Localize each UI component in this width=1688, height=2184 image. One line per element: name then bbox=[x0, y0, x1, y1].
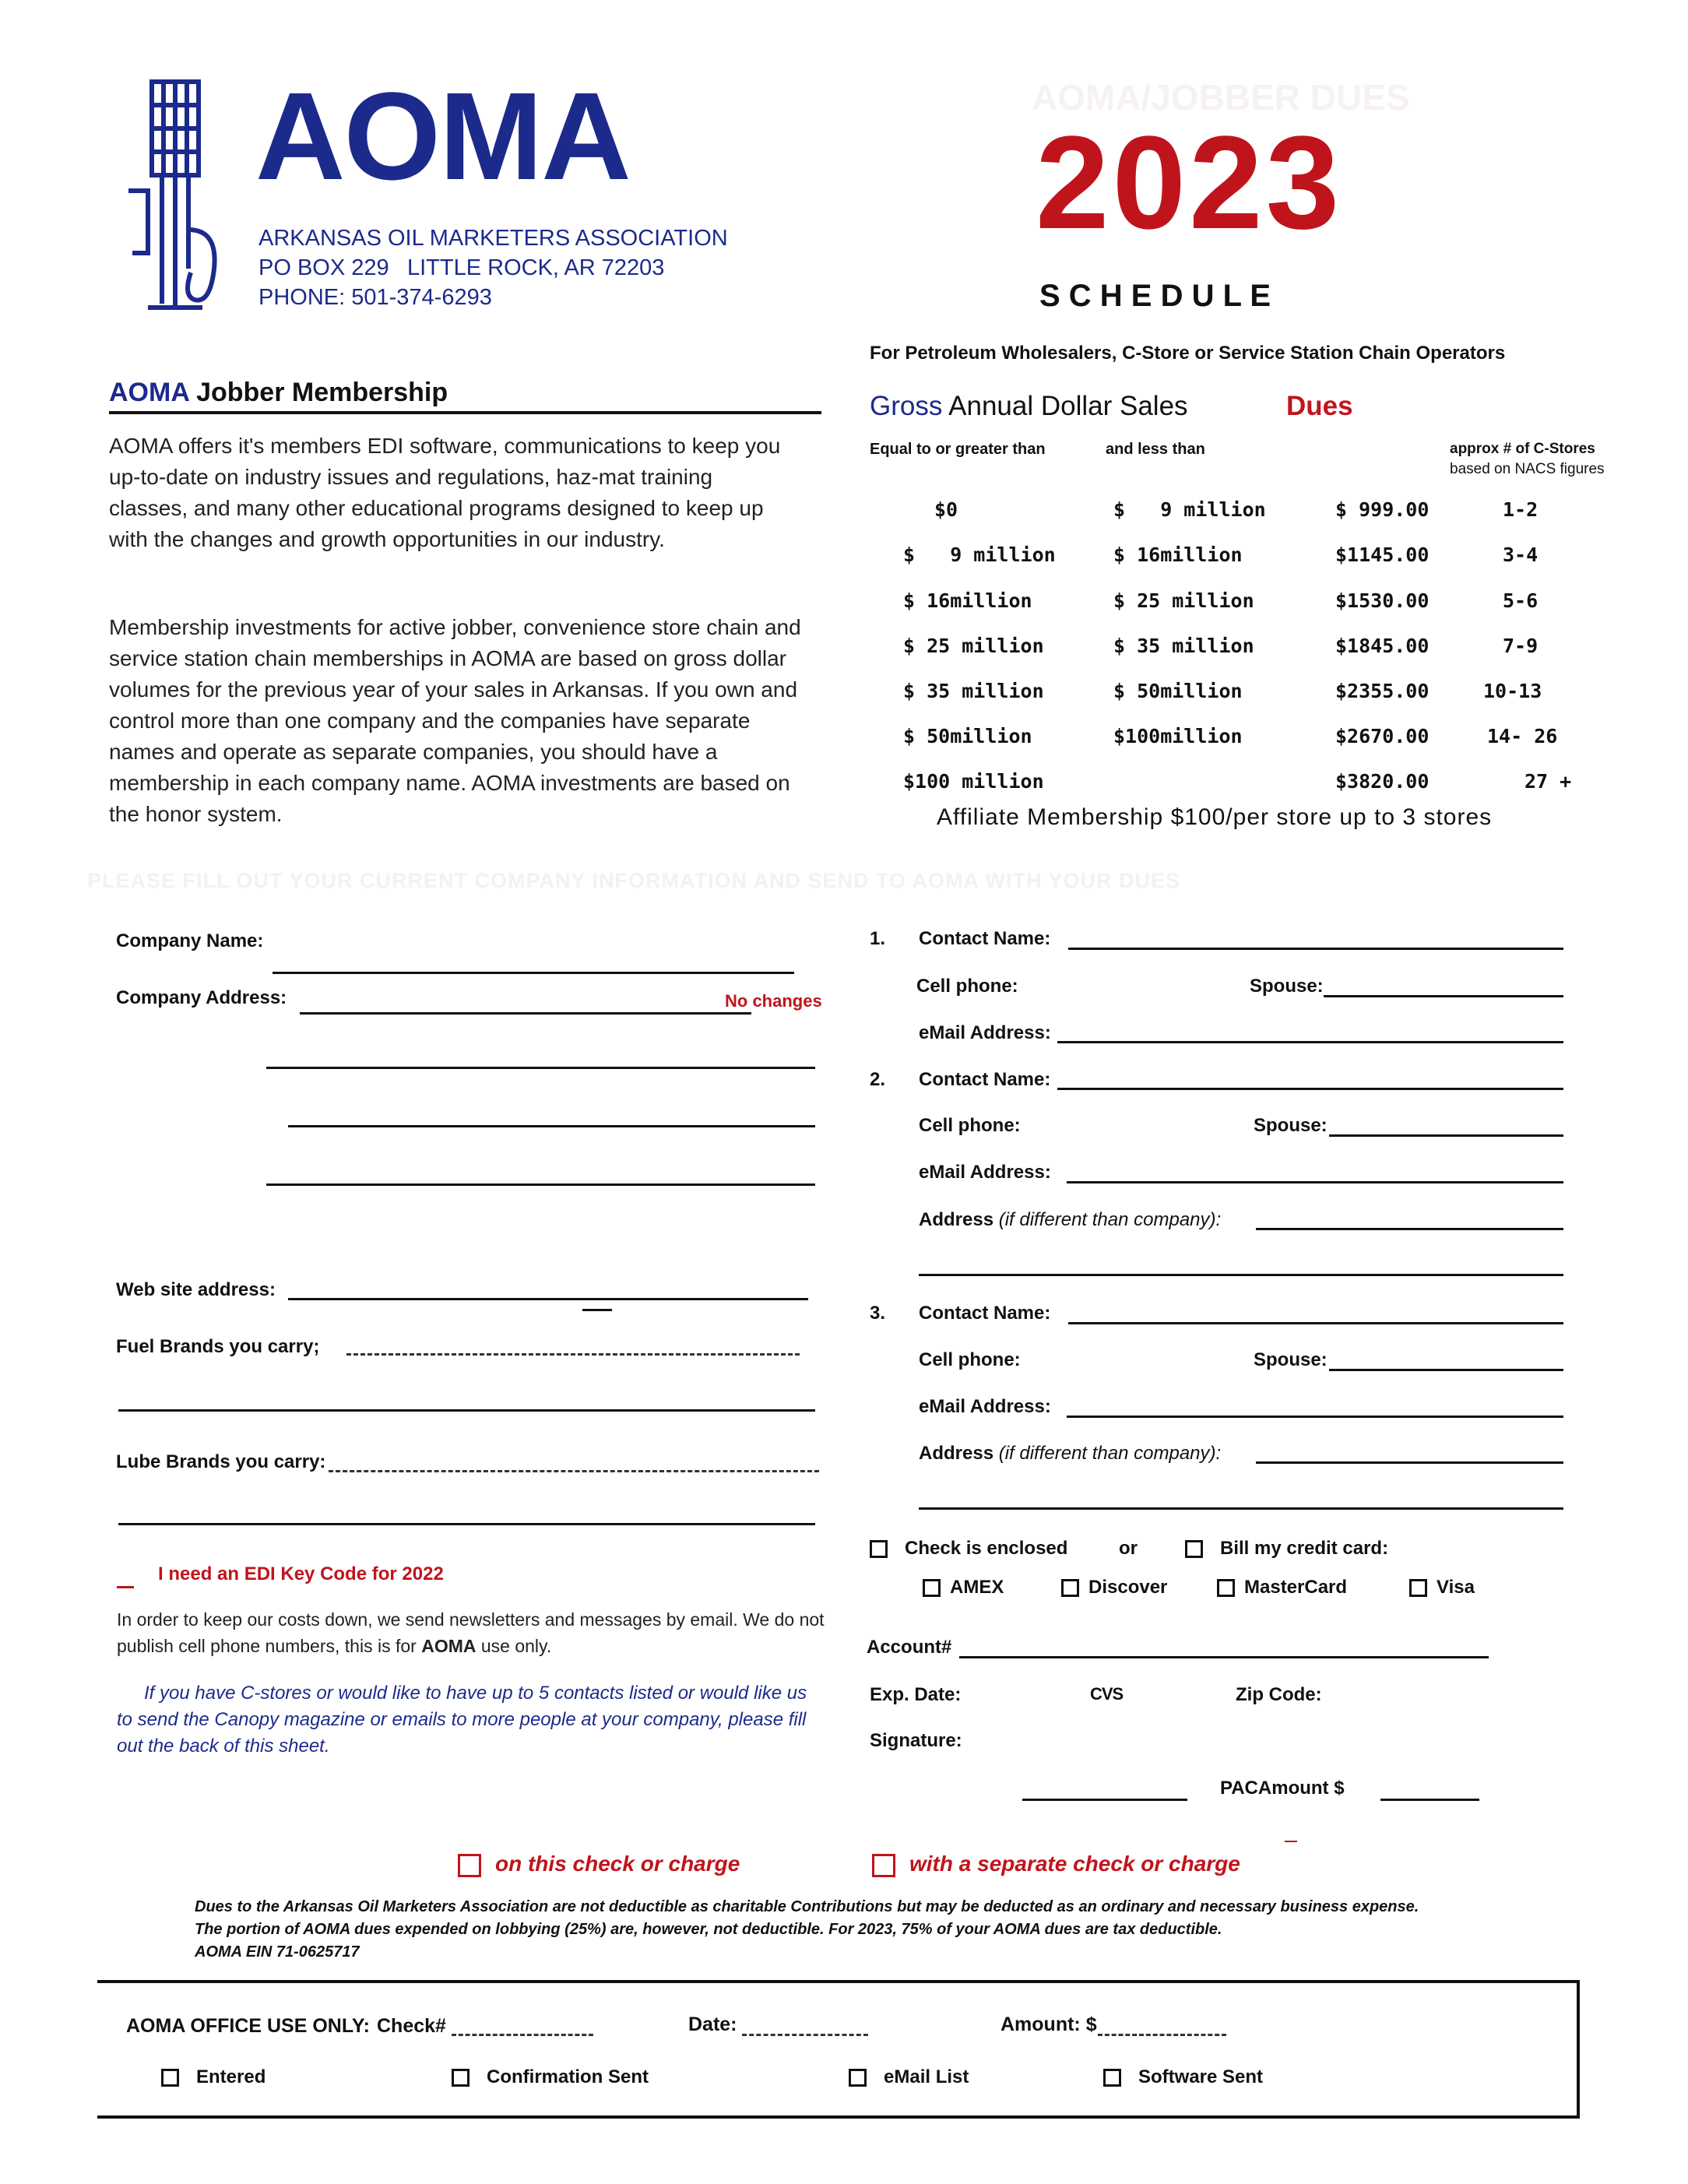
pac-same-check-option[interactable] bbox=[458, 1852, 740, 1877]
year-title: 2023 bbox=[1036, 109, 1343, 257]
office-confirmation-label: Confirmation Sent bbox=[487, 2066, 649, 2087]
contact-2-address-line-2[interactable] bbox=[919, 1274, 1563, 1276]
checkbox-icon[interactable] bbox=[872, 1854, 895, 1877]
dues-row bbox=[0, 680, 1688, 711]
contact-3-address-field[interactable] bbox=[1256, 1461, 1563, 1464]
contact-2-spouse-field[interactable] bbox=[1329, 1134, 1563, 1137]
row-max: $100million bbox=[1113, 725, 1243, 747]
checkbox-icon[interactable] bbox=[452, 2069, 469, 2087]
contact-2-name-field[interactable] bbox=[1057, 1088, 1563, 1090]
row-min: $ 16million bbox=[903, 589, 1032, 612]
card-discover-option[interactable] bbox=[1061, 1577, 1167, 1598]
row-dues: $2355.00 bbox=[1335, 680, 1430, 702]
row-dues: $2670.00 bbox=[1335, 725, 1430, 747]
contact-1-spouse-label: Spouse: bbox=[1250, 976, 1324, 997]
office-amount-field[interactable] bbox=[1098, 2034, 1226, 2036]
contact-1-cell-label: Cell phone: bbox=[916, 976, 1018, 997]
edi-request-label: I need an EDI Key Code for 2022 bbox=[158, 1563, 444, 1584]
contact-1-name-field[interactable] bbox=[1068, 948, 1563, 950]
office-check-field[interactable] bbox=[452, 2034, 593, 2036]
contact-2-address-field[interactable] bbox=[1256, 1228, 1563, 1230]
card-amex-option[interactable] bbox=[923, 1577, 1004, 1598]
disclaimer-line-2: The portion of AOMA dues expended on lobbying (25%) are, however, not deductible. For 2023, 75% of your AOMA dues are tax deductible. bbox=[195, 1921, 1222, 1938]
dues-row bbox=[0, 770, 1688, 801]
company-name-label: Company Name: bbox=[116, 930, 264, 951]
office-software-option[interactable] bbox=[1103, 2066, 1263, 2088]
affiliate-membership: Affiliate Membership $100/per store up to 3 stores bbox=[937, 804, 1493, 830]
row-stores: 10-13 bbox=[1483, 680, 1542, 702]
or-label: or bbox=[1119, 1538, 1138, 1559]
logo-title: AOMA bbox=[255, 66, 630, 206]
office-email-list-label: eMail List bbox=[884, 2066, 969, 2087]
dues-row bbox=[0, 543, 1688, 575]
lube-brands-field[interactable] bbox=[329, 1470, 819, 1472]
office-entered-label: Entered bbox=[196, 2066, 266, 2087]
dues-row bbox=[0, 725, 1688, 756]
col-max-header: and less than bbox=[1106, 441, 1205, 458]
contact-3-email-field[interactable] bbox=[1067, 1416, 1563, 1418]
card-visa-label: Visa bbox=[1437, 1577, 1475, 1598]
cvs-label: CVS bbox=[1090, 1684, 1124, 1704]
exp-date-label: Exp. Date: bbox=[870, 1684, 962, 1705]
col-min-header: Equal to or greater than bbox=[870, 441, 1046, 458]
checkbox-icon[interactable] bbox=[1061, 1579, 1079, 1597]
privacy-note-end: use only. bbox=[480, 1636, 552, 1656]
contact-2-spouse-label: Spouse: bbox=[1254, 1115, 1328, 1136]
checkbox-icon[interactable] bbox=[870, 1540, 888, 1558]
red-dash-mark bbox=[1285, 1841, 1297, 1842]
row-stores: 3-4 bbox=[1503, 543, 1539, 566]
address-note: (if different than company): bbox=[998, 1443, 1222, 1464]
contact-3-cell-label: Cell phone: bbox=[919, 1349, 1021, 1370]
contact-3-name-field[interactable] bbox=[1068, 1322, 1563, 1324]
card-amex-label: AMEX bbox=[950, 1577, 1004, 1598]
address-word: Address bbox=[919, 1443, 994, 1464]
row-stores: 7-9 bbox=[1503, 635, 1539, 657]
membership-heading-text: Jobber Membership bbox=[196, 378, 448, 407]
contact-1-name-label: Contact Name: bbox=[919, 928, 1051, 949]
bill-card-label: Bill my credit card: bbox=[1220, 1538, 1389, 1559]
signature-label: Signature: bbox=[870, 1730, 962, 1751]
card-mastercard-option[interactable] bbox=[1217, 1577, 1347, 1598]
office-amount-label: Amount: $ bbox=[1000, 2013, 1097, 2035]
contact-3-address-line-2[interactable] bbox=[919, 1507, 1563, 1510]
aoma-logo bbox=[117, 74, 234, 315]
schedule-subtitle: For Petroleum Wholesalers, C-Store or Service Station Chain Operators bbox=[870, 343, 1506, 364]
lube-brands-line-2[interactable] bbox=[118, 1523, 815, 1525]
heading-gross: Gross bbox=[870, 391, 943, 421]
checkbox-icon[interactable] bbox=[849, 2069, 867, 2087]
company-address-field[interactable] bbox=[300, 1012, 751, 1015]
row-dues: $ 999.00 bbox=[1335, 498, 1430, 521]
contact-3-address-label bbox=[919, 1443, 1221, 1465]
disclaimer-ein: AOMA EIN 71-0625717 bbox=[195, 1943, 360, 1961]
checkbox-icon[interactable] bbox=[1409, 1579, 1427, 1597]
contact-1-spouse-field[interactable] bbox=[1324, 995, 1563, 997]
row-min: $0 bbox=[934, 498, 958, 521]
row-max: $ 16million bbox=[1113, 543, 1243, 566]
row-min: $ 9 million bbox=[903, 543, 1056, 566]
office-date-field[interactable] bbox=[742, 2034, 868, 2036]
col-stores-subheader: based on NACS figures bbox=[1450, 461, 1605, 477]
contact-3-email-label: eMail Address: bbox=[919, 1396, 1051, 1417]
pac-amount-field[interactable] bbox=[1380, 1799, 1479, 1801]
faint-instruction: PLEASE FILL OUT YOUR CURRENT COMPANY INFORMATION AND SEND TO AOMA WITH YOUR DUES bbox=[87, 869, 1181, 892]
checkbox-icon[interactable] bbox=[1217, 1579, 1235, 1597]
pac-amount-label: PACAmount $ bbox=[1220, 1778, 1345, 1799]
cstores-note: If you have C-stores or would like to have up to 5 contacts listed or would like us to send the Canopy magazine or emails to more people at your company, please fill out the back of this sheet. bbox=[117, 1683, 807, 1757]
office-confirmation-option[interactable] bbox=[452, 2066, 649, 2088]
row-dues: $1145.00 bbox=[1335, 543, 1430, 566]
contact-1-email-label: eMail Address: bbox=[919, 1022, 1051, 1043]
fuel-brands-field[interactable] bbox=[346, 1353, 800, 1356]
row-stores: 5-6 bbox=[1503, 589, 1539, 612]
org-name: ARKANSAS OIL MARKETERS ASSOCIATION bbox=[258, 226, 728, 251]
membership-heading-accent: AOMA bbox=[109, 378, 189, 407]
membership-heading-rule bbox=[109, 411, 821, 414]
company-address-line-3[interactable] bbox=[288, 1125, 815, 1127]
contact-2-name-label: Contact Name: bbox=[919, 1069, 1051, 1090]
address-note: (if different than company): bbox=[998, 1209, 1222, 1230]
fuel-brands-label: Fuel Brands you carry; bbox=[116, 1336, 320, 1357]
row-dues: $1845.00 bbox=[1335, 635, 1430, 657]
no-changes-note: No changes bbox=[725, 991, 822, 1011]
signature-field[interactable] bbox=[1022, 1799, 1187, 1801]
card-mastercard-label: MasterCard bbox=[1244, 1577, 1348, 1598]
faint-dues-title: AOMA/JOBBER DUES bbox=[1032, 77, 1410, 118]
company-address-line-2[interactable] bbox=[266, 1067, 815, 1069]
office-entered-option[interactable] bbox=[161, 2066, 266, 2088]
website-label: Web site address: bbox=[116, 1279, 276, 1300]
org-phone: PHONE: 501-374-6293 bbox=[258, 285, 492, 310]
contact-3-spouse-field[interactable] bbox=[1329, 1369, 1563, 1371]
row-stores: 1-2 bbox=[1503, 498, 1539, 521]
contact-1-number: 1. bbox=[870, 928, 886, 949]
schedule-title: S C H E D U L E bbox=[1039, 279, 1271, 313]
contact-2-address-label bbox=[919, 1209, 1221, 1231]
pac-same-check-label: on this check or charge bbox=[495, 1852, 740, 1876]
office-email-list-option[interactable] bbox=[849, 2066, 969, 2088]
card-discover-label: Discover bbox=[1088, 1577, 1168, 1598]
address-word: Address bbox=[919, 1209, 994, 1230]
office-use-title: AOMA OFFICE USE ONLY: bbox=[126, 2015, 370, 2037]
pac-separate-check-label: with a separate check or charge bbox=[909, 1852, 1240, 1876]
dues-row bbox=[0, 635, 1688, 666]
row-stores: 14- 26 bbox=[1487, 725, 1558, 747]
account-field[interactable] bbox=[959, 1656, 1489, 1658]
dues-table-heading bbox=[870, 391, 1188, 422]
contact-3-number: 3. bbox=[870, 1303, 886, 1324]
privacy-note-text: In order to keep our costs down, we send newsletters and messages by email. We do not publish cell phone numbers, this is for bbox=[117, 1609, 825, 1656]
office-check-label: Check# bbox=[377, 2015, 446, 2037]
office-software-label: Software Sent bbox=[1138, 2066, 1264, 2087]
checkbox-icon[interactable] bbox=[1103, 2069, 1121, 2087]
row-dues: $1530.00 bbox=[1335, 589, 1430, 612]
dues-row bbox=[0, 589, 1688, 621]
disclaimer-line-1: Dues to the Arkansas Oil Marketers Association are not deductible as charitable Contributions but may be deducted as an ordinary and necessary business expense. bbox=[195, 1898, 1419, 1915]
heading-annual-sales: Annual Dollar Sales bbox=[948, 391, 1188, 421]
row-max: $ 50million bbox=[1113, 680, 1243, 702]
col-stores-header: approx # of C-Stores bbox=[1450, 441, 1595, 457]
row-max: $ 9 million bbox=[1113, 498, 1266, 521]
checkbox-icon[interactable] bbox=[1185, 1540, 1203, 1558]
contact-3-name-label: Contact Name: bbox=[919, 1303, 1051, 1324]
dues-heading: Dues bbox=[1286, 391, 1353, 421]
contact-2-email-field[interactable] bbox=[1067, 1181, 1563, 1183]
office-use-box bbox=[97, 1980, 1580, 2119]
card-visa-option[interactable] bbox=[1409, 1577, 1475, 1598]
edi-request-blank[interactable] bbox=[117, 1586, 134, 1588]
company-address-label: Company Address: bbox=[116, 987, 287, 1008]
check-enclosed-label: Check is enclosed bbox=[905, 1538, 1068, 1559]
contact-2-cell-label: Cell phone: bbox=[919, 1115, 1021, 1136]
row-max: $ 35 million bbox=[1113, 635, 1254, 657]
checkbox-icon[interactable] bbox=[458, 1854, 481, 1877]
website-tick bbox=[582, 1309, 612, 1311]
pac-separate-check-option[interactable] bbox=[872, 1852, 1240, 1877]
zip-code-label: Zip Code: bbox=[1236, 1684, 1322, 1705]
checkbox-icon[interactable] bbox=[161, 2069, 179, 2087]
checkbox-icon[interactable] bbox=[923, 1579, 941, 1597]
company-name-field[interactable] bbox=[273, 972, 794, 974]
privacy-note bbox=[117, 1606, 825, 1659]
check-enclosed-option[interactable] bbox=[870, 1538, 1067, 1560]
membership-paragraph-2: Membership investments for active jobber, convenience store chain and service station chain memberships in AOMA are based on gross dollar volumes for the previous year of your sales in Arkansas. If you own and control more than one company and the companies have separate names and operate as separate companies, you should have a membership in each company name. AOMA investments are based on the honor system. bbox=[109, 615, 801, 826]
contact-1-email-field[interactable] bbox=[1057, 1041, 1563, 1043]
row-max: $ 25 million bbox=[1113, 589, 1254, 612]
contact-2-email-label: eMail Address: bbox=[919, 1162, 1051, 1183]
row-min: $ 50million bbox=[903, 725, 1032, 747]
dues-row bbox=[0, 498, 1688, 529]
membership-heading bbox=[109, 378, 448, 408]
contact-3-spouse-label: Spouse: bbox=[1254, 1349, 1328, 1370]
row-min: $ 25 million bbox=[903, 635, 1044, 657]
company-address-line-4[interactable] bbox=[266, 1183, 815, 1186]
oil-derrick-logo-icon bbox=[117, 74, 234, 315]
account-label: Account# bbox=[867, 1637, 952, 1658]
row-min: $100 million bbox=[903, 770, 1044, 793]
fuel-brands-line-2[interactable] bbox=[118, 1409, 815, 1412]
membership-paragraph-1: AOMA offers it's members EDI software, communications to keep you up-to-date on industry issues and regulations, haz-mat training classes, and many other educational programs designed to keep up with the changes and growth opportunities in our industry. bbox=[109, 434, 781, 551]
website-field[interactable] bbox=[288, 1298, 808, 1300]
org-address-city: LITTLE ROCK, AR 72203 bbox=[407, 255, 665, 280]
contact-2-number: 2. bbox=[870, 1069, 886, 1090]
row-min: $ 35 million bbox=[903, 680, 1044, 702]
org-address-box: PO BOX 229 bbox=[258, 255, 389, 280]
privacy-note-aoma: AOMA bbox=[421, 1636, 477, 1656]
row-stores: 27 + bbox=[1524, 770, 1572, 793]
lube-brands-label: Lube Brands you carry: bbox=[116, 1451, 326, 1472]
office-date-label: Date: bbox=[688, 2013, 737, 2035]
row-dues: $3820.00 bbox=[1335, 770, 1430, 793]
bill-card-option[interactable] bbox=[1185, 1538, 1388, 1560]
